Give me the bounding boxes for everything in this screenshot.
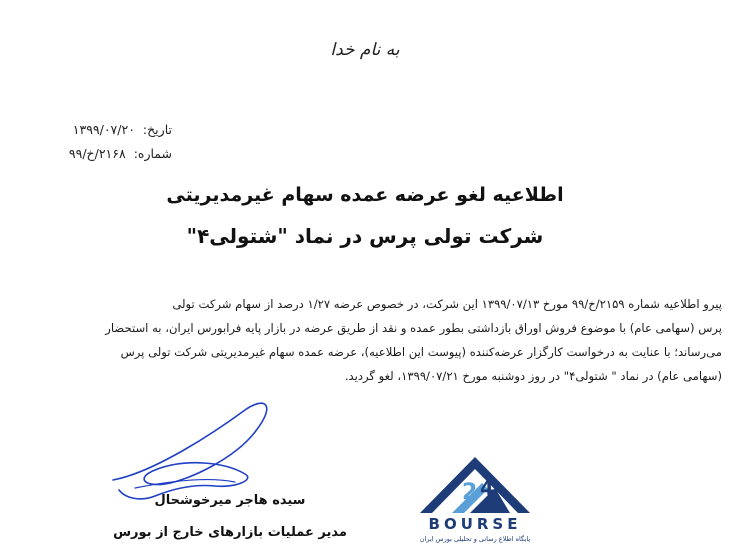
bourse-logo-icon — [400, 455, 550, 517]
signatory-block — [110, 488, 350, 546]
svg-text:2: 2 — [462, 480, 478, 505]
body-line: می‌رساند؛ با عنایت به درخواست کارگزار عرضه‌کننده (پیوست این اطلاعیه)، عرضه عمده سهام غیرمدیریتی شرکت تولی پرس — [120, 345, 722, 359]
body-line: (سهامی عام) در نماد " شتولی۴" در روز دوشنبه مورخ ۱۳۹۹/۰۷/۲۱، لغو گردید. — [344, 369, 722, 383]
number-label: شماره: — [133, 146, 172, 161]
announcement-title: اطلاعیه لغو عرضه عمده سهام غیرمدیریتی — [166, 184, 564, 206]
letter-meta — [12, 118, 172, 166]
bourse-logo-word: BOURSE — [428, 515, 522, 533]
signatory-name: سیده هاجر میرخوشحال — [154, 493, 306, 508]
bourse-logo — [400, 455, 550, 548]
date-label: تاریخ: — [142, 122, 172, 137]
bourse-logo-tagline: پایگاه اطلاع رسانی و تحلیلی بورس ایران — [419, 535, 531, 543]
number-value: ۲۱۶۸/خ/۹۹ — [68, 146, 126, 161]
number-row — [12, 142, 172, 166]
date-row — [12, 118, 172, 142]
basmala-heading: به نام خدا — [330, 40, 400, 60]
date-value: ۱۳۹۹/۰۷/۲۰ — [72, 122, 135, 137]
company-symbol-title: شرکت تولی پرس در نماد "شتولی۴" — [186, 224, 544, 248]
handwritten-signature — [95, 392, 285, 502]
signature-stroke — [95, 392, 285, 502]
announcement-body — [60, 292, 722, 388]
body-line: پیرو اطلاعیه شماره ۲۱۵۹/خ/۹۹ مورخ ۱۳۹۹/۰۷/۱۳ این شرکت، در خصوص عرضه ۱/۲۷ درصد از سهام شرکت تولی — [172, 297, 722, 311]
svg-text:4: 4 — [480, 476, 494, 500]
signatory-title: مدیر عملیات بازارهای خارج از بورس — [113, 525, 347, 540]
body-line: پرس (سهامی عام) با موضوع فروش اوراق بازداشتی بطور عمده و نقد از طریق عرضه در بازار پایه فرابورس ایران، به استحضار — [105, 321, 722, 335]
